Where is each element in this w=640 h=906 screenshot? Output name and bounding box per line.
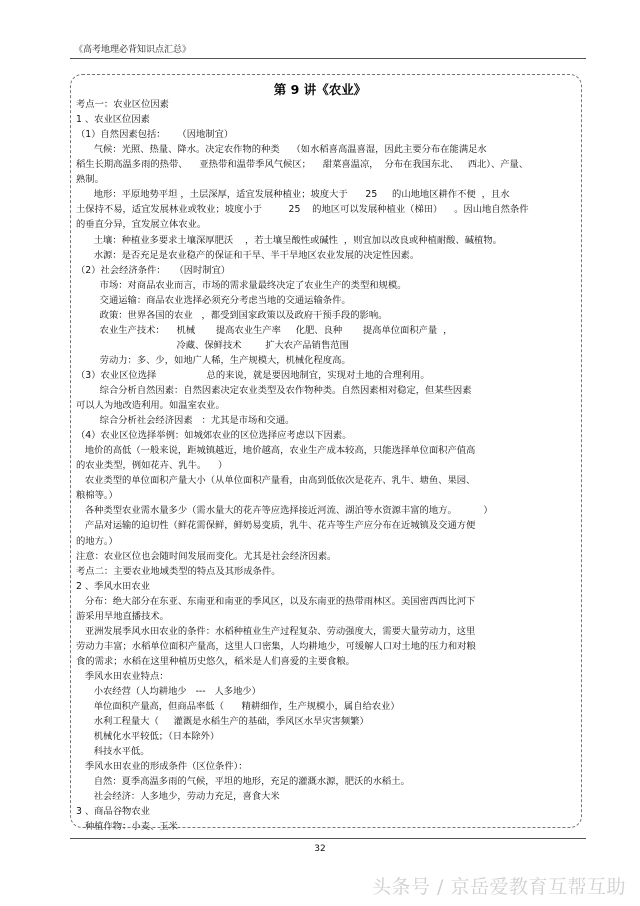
text-line: 熟制。 — [76, 174, 104, 186]
text-line: 2 、季风水田农业 — [76, 580, 150, 592]
text-line: 社会经济：人多地少，劳动力充足，喜食大米 — [76, 791, 280, 803]
text-line: 综合分析自然因素：自然因素决定农业类型及农作物种类。自然因素相对稳定，但某些因素 — [76, 384, 472, 396]
text-line: 劳动力：多、少，如地广人稀，生产规模大，机械化程度高。 — [76, 354, 351, 366]
text-line: 市场：对商品农业而言，市场的需求量最终决定了农业生产的类型和规模。 — [76, 279, 407, 291]
text-line: 各种类型农业需水量多少（需水量大的花卉等应选择接近河流、湖泊等水资源丰富的地方。 ） — [76, 505, 493, 517]
text-line: 土保持不易，适宜发展林业或牧业；坡度小于 25 的地区可以发展种植业（梯田） 。因山地自然条件 — [76, 204, 529, 216]
text-line: 产品对运输的迫切性（鲜花需保鲜，鲜奶易变质，乳牛、花卉等生产应分布在近城镇及交通方便 — [76, 520, 476, 532]
text-line: 的垂直分异，宜发展立体农业。 — [76, 219, 207, 231]
text-line: 农业类型的单位面积产量大小（从单位面积产量看，由高到低依次是花卉、乳牛、塘鱼、果园、 — [76, 475, 476, 487]
text-line: （1）自然因素包括： （因地制宜） — [76, 129, 234, 141]
text-line: 3 、商品谷物农业 — [76, 806, 150, 818]
text-line: 劳动力丰富；水稻单位面积产量高，这里人口密集，人均耕地少，可缓解人口对土地的压力和对粮 — [76, 640, 476, 652]
text-line: 农业生产技术： 机械 提高农业生产率 化肥、良种 提高单位面积产量 ， — [76, 324, 453, 336]
text-line: 综合分析社会经济因素 ：尤其是市场和交通。 — [76, 415, 295, 427]
text-line: 的农业类型，例如花卉、乳牛。 ） — [76, 460, 228, 472]
text-line: 机械化水平较低；（日本除外） — [76, 731, 220, 743]
text-line: （3）农业区位选择 总的来说，就是要因地制宜，实现对土地的合理利用。 — [76, 369, 430, 381]
text-line: （4）农业区位选择举例：如城郊农业的区位选择应考虑以下因素。 — [76, 430, 352, 442]
text-line: 水源：是否充足是农业稳产的保证和干旱、半干旱地区农业发展的决定性因素。 — [76, 249, 420, 261]
text-line: 季风水田农业特点： — [76, 670, 169, 682]
text-line: 自然：夏季高温多雨的气候，平坦的地形，充足的灌溉水源，肥沃的水稻土。 — [76, 776, 410, 788]
text-line: 小农经营（人均耕地少 --- 人多地少） — [76, 686, 261, 697]
text-line: 土壤：种植业多要求土壤深厚肥沃 ，若土壤呈酸性或碱性 ，则宜加以改良或种植耐酸、碱植物。 — [76, 234, 502, 246]
text-line: 交通运输：商品农业选择必须充分考虑当地的交通运输条件。 — [76, 294, 351, 306]
page-number: 32 — [314, 844, 326, 854]
text-line: 地形：平原地势平坦 ，土层深厚，适宜发展种植业；坡度大于 25 的山地地区耕作不便 ，且水 — [76, 189, 510, 201]
running-header: 《高考地理必背知识点汇总》 — [74, 45, 192, 55]
text-line: 冷藏、保鲜技术 扩大农产品销售范围 — [76, 339, 349, 351]
text-line: 季风水田农业的形成条件（区位条件）： — [76, 761, 248, 773]
text-line: 粮棉等。） — [76, 490, 118, 502]
text-line: 的地方。） — [76, 535, 118, 547]
text-line: 分布：绝大部分在东亚、东南亚和南亚的季风区，以及东南亚的热带雨林区。美国密西西比河下 — [76, 595, 476, 607]
text-line: 种植作物：小麦、玉米 — [76, 821, 178, 833]
text-line: 单位面积产量高，但商品率低（ 精耕细作，生产规模小，属自给农业） — [76, 701, 400, 712]
text-line: 政策：世界各国的农业 ，都受到国家政策以及政府干预手段的影响。 — [76, 309, 388, 321]
text-line: （2）社会经济条件： （因时制宜） — [76, 264, 231, 276]
footer-rule — [70, 838, 586, 839]
text-line: 水利工程量大（ 灌溉是水稻生产的基础，季风区水旱灾害频繁） — [76, 716, 369, 728]
text-line: 食的需求；水稻在这里种植历史悠久，稻米是人们喜爱的主要食粮。 — [76, 655, 355, 667]
text-line: 注意：农业区位也会随时间发展而变化。尤其是社会经济因素。 — [76, 550, 337, 562]
text-line: 可以人为地改造利用。如温室农业。 — [76, 400, 225, 411]
text-line: 1 、农业区位因素 — [76, 114, 150, 125]
text-line: 游采用旱地直播技术。 — [76, 610, 169, 622]
lecture-title: 第 9 讲《农业》 — [273, 82, 367, 97]
text-line: 亚洲发展季风水田农业的条件：水稻种植业生产过程复杂、劳动强度大，需要大量劳动力，这里 — [76, 625, 476, 637]
header-rule — [70, 58, 586, 59]
text-line: 气候：光照、热量、降水。决定农作物的种类 （如水稻喜高温喜湿，因此主要分布在能满足水 — [76, 144, 487, 156]
text-line: 科技水平低。 — [76, 746, 150, 758]
text-line: 考点一：农业区位因素 — [76, 99, 169, 110]
watermark: 头条号 / 京岳爱教育互帮互助 — [372, 876, 626, 898]
text-line: 稻生长期高温多雨的热带、 亚热带和温带季风气候区； 甜菜喜温凉， 分布在我国东北、 西北）、产量、 — [76, 159, 529, 171]
text-line: 地价的高低（一般来说，距城镇越近，地价越高，农业生产成本较高，只能选择单位面积产值高 — [76, 445, 476, 457]
text-line: 考点二：主要农业地域类型的特点及其形成条件。 — [76, 565, 281, 577]
